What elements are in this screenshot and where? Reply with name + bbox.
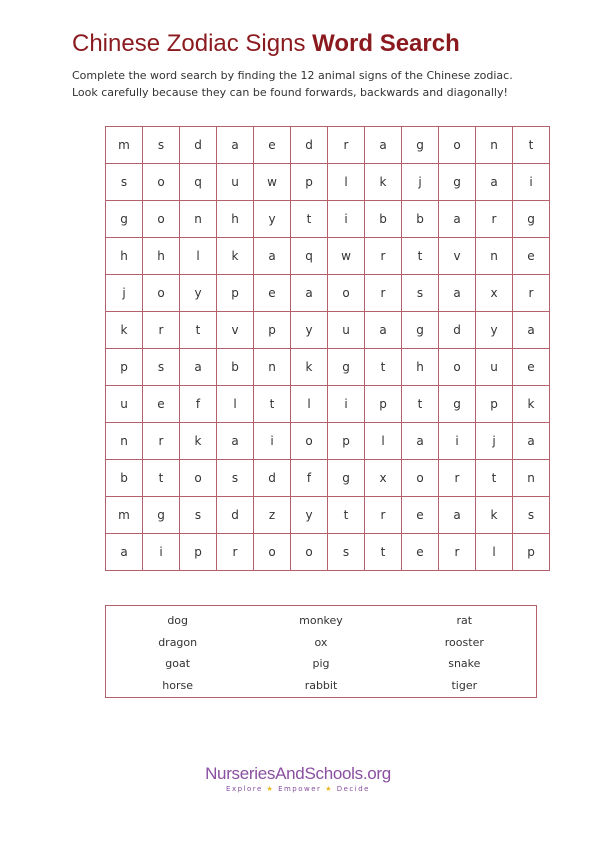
grid-cell[interactable]: r xyxy=(365,275,402,312)
grid-cell[interactable]: w xyxy=(328,238,365,275)
grid-cell[interactable]: a xyxy=(365,312,402,349)
grid-cell[interactable]: o xyxy=(402,460,439,497)
grid-cell[interactable]: d xyxy=(291,127,328,164)
grid-cell[interactable]: p xyxy=(476,386,513,423)
grid-cell[interactable]: e xyxy=(254,275,291,312)
grid-cell[interactable]: d xyxy=(254,460,291,497)
grid-cell[interactable]: i xyxy=(328,386,365,423)
grid-cell[interactable]: v xyxy=(439,238,476,275)
grid-cell[interactable]: h xyxy=(106,238,143,275)
grid-cell[interactable]: y xyxy=(180,275,217,312)
grid-cell[interactable]: u xyxy=(217,164,254,201)
grid-cell[interactable]: s xyxy=(143,127,180,164)
grid-cell[interactable]: a xyxy=(476,164,513,201)
grid-cell[interactable]: k xyxy=(106,312,143,349)
grid-row xyxy=(106,534,550,571)
word-list-item: rat xyxy=(456,614,473,627)
instructions-line-2: Look carefully because they can be found forwards, backwards and diagonally! xyxy=(72,86,508,99)
grid-cell[interactable]: u xyxy=(328,312,365,349)
grid-cell[interactable]: t xyxy=(254,386,291,423)
instructions xyxy=(72,67,542,101)
grid-cell[interactable]: k xyxy=(291,349,328,386)
grid-cell[interactable]: q xyxy=(180,164,217,201)
grid-cell[interactable]: a xyxy=(217,423,254,460)
grid-cell[interactable]: o xyxy=(143,275,180,312)
grid-cell[interactable]: t xyxy=(328,497,365,534)
grid-cell[interactable]: y xyxy=(291,312,328,349)
grid-cell[interactable]: d xyxy=(180,127,217,164)
grid-cell[interactable]: t xyxy=(513,127,550,164)
grid-cell[interactable]: a xyxy=(217,127,254,164)
grid-cell[interactable]: i xyxy=(439,423,476,460)
grid-cell[interactable]: y xyxy=(476,312,513,349)
grid-row xyxy=(106,127,550,164)
grid-cell[interactable]: a xyxy=(402,423,439,460)
grid-cell[interactable]: e xyxy=(143,386,180,423)
grid-cell[interactable]: p xyxy=(217,275,254,312)
grid-cell[interactable]: m xyxy=(106,127,143,164)
grid-cell[interactable]: t xyxy=(476,460,513,497)
word-list-item: goat xyxy=(165,657,191,670)
logo-name: NurseriesAndSchools.org xyxy=(205,764,391,783)
grid-cell[interactable]: g xyxy=(328,349,365,386)
grid-row xyxy=(106,275,550,312)
grid-cell[interactable]: l xyxy=(328,164,365,201)
grid-cell[interactable]: d xyxy=(217,497,254,534)
grid-cell[interactable]: t xyxy=(143,460,180,497)
grid-cell[interactable]: a xyxy=(254,238,291,275)
grid-cell[interactable]: g xyxy=(439,164,476,201)
title-part-regular: Chinese Zodiac Signs xyxy=(72,30,313,57)
grid-cell[interactable]: q xyxy=(291,238,328,275)
grid-cell[interactable]: l xyxy=(180,238,217,275)
grid-cell[interactable]: o xyxy=(143,164,180,201)
grid-cell[interactable]: f xyxy=(291,460,328,497)
word-search-grid xyxy=(105,126,550,571)
grid-row xyxy=(106,164,550,201)
grid-cell[interactable]: s xyxy=(402,275,439,312)
grid-cell[interactable]: e xyxy=(254,127,291,164)
grid-cell[interactable]: p xyxy=(328,423,365,460)
title-part-bold: Word Search xyxy=(312,30,460,57)
grid-cell[interactable]: h xyxy=(217,201,254,238)
word-list-item: rabbit xyxy=(304,678,338,692)
grid-cell[interactable]: g xyxy=(402,312,439,349)
tagline-empower: Empower xyxy=(278,785,322,793)
tagline-explore: Explore xyxy=(226,785,263,793)
grid-cell[interactable]: n xyxy=(476,127,513,164)
page-title xyxy=(72,30,460,58)
grid-cell[interactable]: o xyxy=(291,534,328,571)
grid-cell[interactable]: i xyxy=(254,423,291,460)
grid-cell[interactable]: x xyxy=(365,460,402,497)
grid-row xyxy=(106,238,550,275)
word-list-item: dragon xyxy=(158,635,198,649)
grid-row xyxy=(106,312,550,349)
grid-cell[interactable]: e xyxy=(402,534,439,571)
grid-cell[interactable]: v xyxy=(217,312,254,349)
tagline-decide: Decide xyxy=(336,785,370,793)
star-icon: ★ xyxy=(325,785,333,793)
grid-cell[interactable]: o xyxy=(439,349,476,386)
grid-cell[interactable]: u xyxy=(106,386,143,423)
grid-cell[interactable]: i xyxy=(513,164,550,201)
grid-cell[interactable]: n xyxy=(106,423,143,460)
grid-cell[interactable]: y xyxy=(291,497,328,534)
grid-cell[interactable]: r xyxy=(365,497,402,534)
grid-cell[interactable]: f xyxy=(180,386,217,423)
grid-cell[interactable]: d xyxy=(439,312,476,349)
grid-cell[interactable]: k xyxy=(365,164,402,201)
grid-cell[interactable]: t xyxy=(365,349,402,386)
grid-row xyxy=(106,201,550,238)
grid-cell[interactable]: r xyxy=(143,312,180,349)
grid-cell[interactable]: h xyxy=(143,238,180,275)
grid-cell[interactable]: e xyxy=(513,238,550,275)
instructions-line-1: Complete the word search by finding the 12 animal signs of the Chinese zodiac. xyxy=(72,69,513,82)
grid-row xyxy=(106,386,550,423)
grid-cell[interactable]: j xyxy=(402,164,439,201)
grid-cell[interactable]: y xyxy=(254,201,291,238)
grid-cell[interactable]: n xyxy=(254,349,291,386)
grid-cell[interactable]: a xyxy=(180,349,217,386)
grid-cell[interactable]: z xyxy=(254,497,291,534)
grid-cell[interactable]: r xyxy=(439,534,476,571)
grid-cell[interactable]: k xyxy=(513,386,550,423)
grid-cell[interactable]: a xyxy=(439,201,476,238)
grid-cell[interactable]: j xyxy=(106,275,143,312)
grid-cell[interactable]: b xyxy=(365,201,402,238)
grid-cell[interactable]: m xyxy=(106,497,143,534)
word-list-item: ox xyxy=(314,635,328,649)
grid-cell[interactable]: t xyxy=(291,201,328,238)
grid-cell[interactable]: l xyxy=(365,423,402,460)
grid-cell[interactable]: k xyxy=(217,238,254,275)
grid-cell[interactable]: i xyxy=(143,534,180,571)
grid-cell[interactable]: p xyxy=(365,386,402,423)
grid-cell[interactable]: r xyxy=(143,423,180,460)
grid-cell[interactable]: i xyxy=(328,201,365,238)
word-list xyxy=(105,605,537,698)
grid-cell[interactable]: g xyxy=(402,127,439,164)
grid-cell[interactable]: g xyxy=(143,497,180,534)
grid-cell[interactable]: r xyxy=(439,460,476,497)
grid-cell[interactable]: s xyxy=(513,497,550,534)
grid-cell[interactable]: s xyxy=(328,534,365,571)
grid-cell[interactable]: s xyxy=(180,497,217,534)
grid-cell[interactable]: e xyxy=(402,497,439,534)
word-list-item: pig xyxy=(312,657,330,670)
word-list-item: horse xyxy=(162,678,194,692)
grid-cell[interactable]: w xyxy=(254,164,291,201)
grid-cell[interactable]: g xyxy=(328,460,365,497)
grid-cell[interactable]: t xyxy=(365,534,402,571)
grid-cell[interactable]: b xyxy=(217,349,254,386)
star-icon: ★ xyxy=(266,785,275,793)
grid-cell[interactable]: o xyxy=(143,201,180,238)
grid-cell[interactable]: b xyxy=(402,201,439,238)
grid-cell[interactable]: p xyxy=(254,312,291,349)
word-list-item: tiger xyxy=(451,678,478,692)
grid-cell[interactable]: t xyxy=(402,386,439,423)
grid-cell[interactable]: l xyxy=(217,386,254,423)
grid-cell[interactable]: l xyxy=(291,386,328,423)
grid-cell[interactable]: t xyxy=(180,312,217,349)
grid-cell[interactable]: a xyxy=(365,127,402,164)
word-list-item: rooster xyxy=(444,635,484,649)
grid-cell[interactable]: s xyxy=(217,460,254,497)
grid-cell[interactable]: n xyxy=(513,460,550,497)
grid-cell[interactable]: l xyxy=(476,534,513,571)
word-list-item: monkey xyxy=(299,614,343,627)
grid-cell[interactable]: t xyxy=(402,238,439,275)
grid-row xyxy=(106,497,550,534)
grid-cell[interactable]: a xyxy=(291,275,328,312)
grid-cell[interactable]: o xyxy=(439,127,476,164)
grid-cell[interactable]: s xyxy=(143,349,180,386)
grid-cell[interactable]: n xyxy=(180,201,217,238)
grid-row xyxy=(106,423,550,460)
grid-cell[interactable]: r xyxy=(217,534,254,571)
grid-cell[interactable]: b xyxy=(106,460,143,497)
grid-cell[interactable]: o xyxy=(254,534,291,571)
grid-cell[interactable]: o xyxy=(291,423,328,460)
grid-row xyxy=(106,460,550,497)
logo-tagline xyxy=(0,785,596,793)
grid-cell[interactable]: x xyxy=(476,275,513,312)
grid-cell[interactable]: r xyxy=(513,275,550,312)
grid-cell[interactable]: k xyxy=(180,423,217,460)
word-list-item: dog xyxy=(167,614,189,627)
grid-cell[interactable]: n xyxy=(476,238,513,275)
grid-cell[interactable]: p xyxy=(180,534,217,571)
grid-cell[interactable]: a xyxy=(513,423,550,460)
grid-cell[interactable]: r xyxy=(328,127,365,164)
grid-cell[interactable]: g xyxy=(439,386,476,423)
word-list-item: snake xyxy=(448,657,481,670)
grid-cell[interactable]: a xyxy=(513,312,550,349)
grid-cell[interactable]: k xyxy=(476,497,513,534)
grid-cell[interactable]: p xyxy=(106,349,143,386)
grid-cell[interactable]: p xyxy=(513,534,550,571)
grid-cell[interactable]: s xyxy=(106,164,143,201)
grid-cell[interactable]: r xyxy=(476,201,513,238)
logo xyxy=(0,764,596,793)
grid-cell[interactable]: h xyxy=(402,349,439,386)
grid-cell[interactable]: g xyxy=(513,201,550,238)
grid-cell[interactable]: r xyxy=(365,238,402,275)
grid-cell[interactable]: o xyxy=(180,460,217,497)
grid-cell[interactable]: e xyxy=(513,349,550,386)
grid-row xyxy=(106,349,550,386)
grid-cell[interactable]: p xyxy=(291,164,328,201)
grid-cell[interactable]: a xyxy=(106,534,143,571)
grid-cell[interactable]: j xyxy=(476,423,513,460)
grid-cell[interactable]: a xyxy=(439,497,476,534)
grid-cell[interactable]: o xyxy=(328,275,365,312)
grid-cell[interactable]: u xyxy=(476,349,513,386)
grid-cell[interactable]: a xyxy=(439,275,476,312)
grid-cell[interactable]: g xyxy=(106,201,143,238)
